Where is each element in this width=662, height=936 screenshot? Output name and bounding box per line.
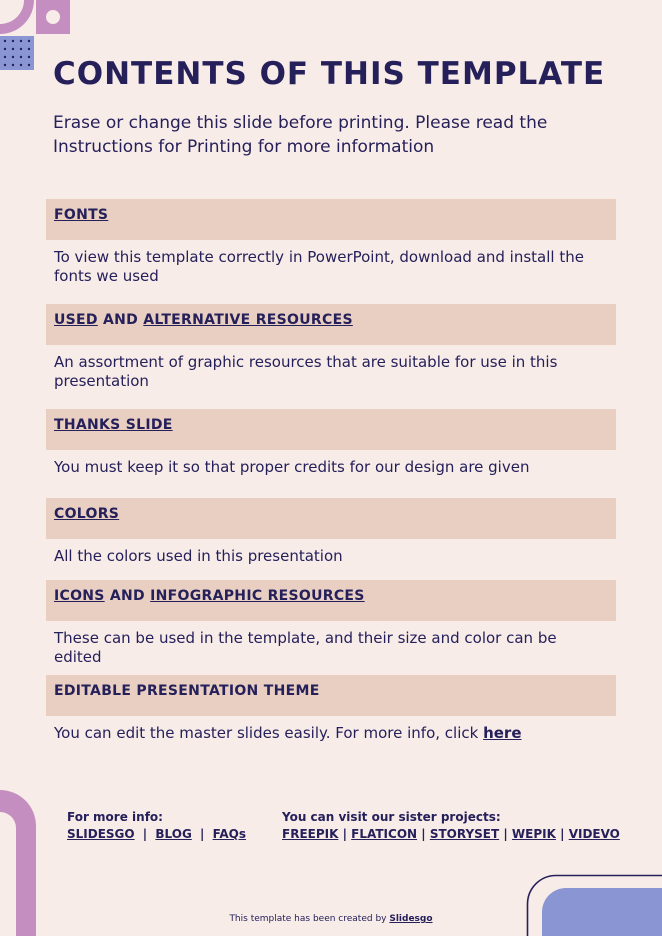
blog-link[interactable]: BLOG (155, 827, 192, 841)
page-title: CONTENTS OF THIS TEMPLATE (53, 56, 606, 92)
alternative-resources-link[interactable]: ALTERNATIVE RESOURCES (143, 312, 353, 328)
joiner-text: AND (103, 312, 139, 328)
separator: | (503, 827, 508, 841)
credit-text: This template has been created by (229, 914, 387, 924)
section-header (46, 199, 616, 240)
videvo-link[interactable]: VIDEVO (568, 827, 620, 841)
slidesgo-link[interactable]: SLIDESGO (67, 827, 135, 841)
section-description: These can be used in the template, and their size and color can be edited (54, 629, 557, 666)
separator: | (421, 827, 426, 841)
sister-projects-label: You can visit our sister projects: (282, 810, 501, 824)
credit-line (0, 914, 662, 924)
storyset-link[interactable]: STORYSET (429, 827, 500, 841)
wepik-link[interactable]: WEPIK (511, 827, 556, 841)
section-icons (46, 580, 616, 667)
freepik-link[interactable]: FREEPIK (282, 827, 339, 841)
separator: | (199, 827, 205, 841)
shape-decoration-bottom-right (526, 874, 662, 936)
faqs-link[interactable]: FAQs (212, 827, 247, 841)
sister-project-links (282, 826, 620, 843)
page-subtitle: Erase or change this slide before printing. Please read the Instructions for Printing for more information (53, 113, 548, 157)
used-resources-link[interactable]: USED (54, 312, 98, 328)
more-info-links (67, 826, 246, 843)
section-description: All the colors used in this presentation (54, 547, 343, 565)
section-fonts (46, 199, 616, 286)
section-header (46, 304, 616, 345)
theme-desc-text: You can edit the master slides easily. For more info, click (54, 724, 479, 742)
section-header (46, 675, 616, 716)
joiner-text: AND (109, 588, 145, 604)
section-description (46, 716, 616, 743)
separator: | (342, 827, 347, 841)
here-link[interactable]: here (483, 724, 522, 742)
section-description: To view this template correctly in PowerPoint, download and install the fonts we used (54, 248, 584, 285)
theme-title: EDITABLE PRESENTATION THEME (54, 683, 320, 699)
section-resources (46, 304, 616, 391)
section-header (46, 580, 616, 621)
section-header (46, 498, 616, 539)
separator: | (560, 827, 565, 841)
section-description: An assortment of graphic resources that are suitable for use in this presentation (54, 353, 558, 390)
footer-more-info (67, 809, 246, 843)
colors-link[interactable]: COLORS (54, 506, 120, 522)
separator: | (142, 827, 148, 841)
section-colors (46, 498, 616, 566)
icons-link[interactable]: ICONS (54, 588, 105, 604)
section-description: You must keep it so that proper credits for our design are given (54, 458, 530, 476)
fonts-link[interactable]: FONTS (54, 207, 109, 223)
more-info-label: For more info: (67, 810, 163, 824)
flaticon-link[interactable]: FLATICON (351, 827, 418, 841)
thanks-slide-link[interactable]: THANKS SLIDE (54, 417, 173, 433)
slidesgo-credit-link[interactable]: Slidesgo (389, 914, 433, 924)
section-theme (46, 675, 616, 743)
section-thanks (46, 409, 616, 477)
infographic-resources-link[interactable]: INFOGRAPHIC RESOURCES (150, 588, 365, 604)
section-header (46, 409, 616, 450)
footer-sister-projects (282, 809, 620, 843)
